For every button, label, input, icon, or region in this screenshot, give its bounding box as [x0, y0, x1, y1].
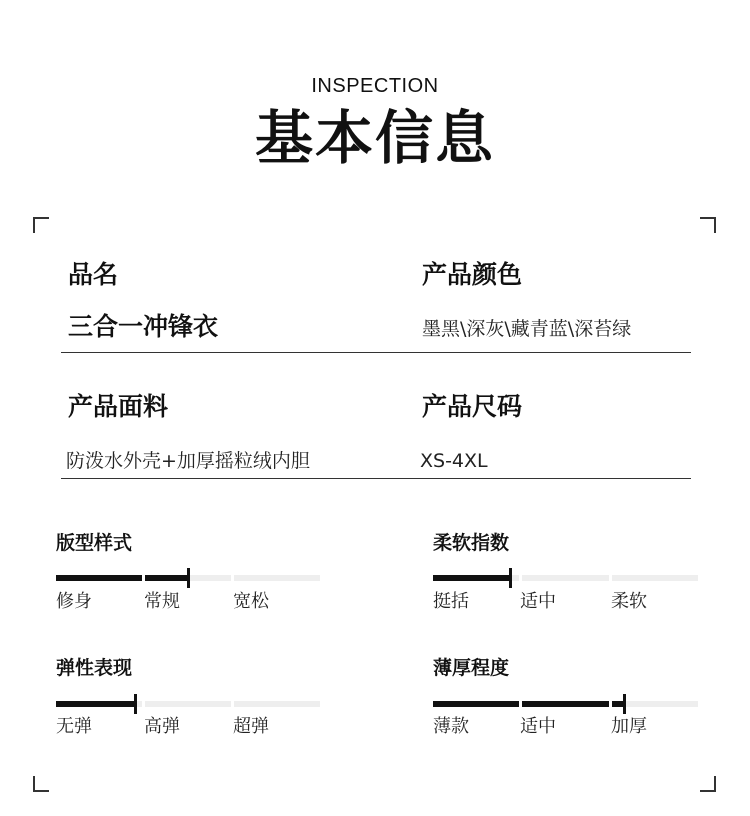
section-title: 基本信息 — [254, 104, 495, 172]
scale-segment — [433, 575, 519, 581]
scale-tick-label: 宽松 — [233, 591, 269, 612]
scale-segment — [522, 701, 608, 707]
scale-segment — [433, 701, 519, 707]
size-value: XS-4XL — [420, 450, 488, 472]
scale-marker — [134, 694, 137, 714]
scale-tick-label: 适中 — [520, 591, 556, 612]
scale-tick-label: 适中 — [520, 716, 556, 737]
elasticity-label: 弹性表现 — [56, 657, 133, 679]
scale-tick-label: 薄款 — [433, 716, 469, 737]
corner-top-left — [33, 217, 49, 233]
scale-segment — [522, 575, 608, 581]
scale-marker — [187, 568, 190, 588]
product-name-label: 品名 — [68, 260, 119, 289]
scale-tick-label: 无弹 — [56, 716, 92, 737]
fit-style-scale — [56, 575, 320, 581]
scale-tick-label: 柔软 — [611, 591, 647, 612]
scale-segment — [612, 575, 698, 581]
corner-bottom-left — [33, 776, 49, 792]
softness-scale — [433, 575, 698, 581]
scale-segment — [56, 701, 142, 707]
thickness-scale — [433, 701, 698, 707]
product-color-label: 产品颜色 — [422, 260, 523, 289]
scale-tick-label: 高弹 — [144, 716, 180, 737]
fit-style-label: 版型样式 — [56, 532, 133, 554]
corner-bottom-right — [700, 776, 716, 792]
size-label: 产品尺码 — [422, 392, 523, 421]
divider — [61, 478, 691, 479]
scale-marker — [509, 568, 512, 588]
divider — [61, 352, 691, 353]
corner-top-right — [700, 217, 716, 233]
thickness-label: 薄厚程度 — [433, 657, 510, 679]
scale-tick-label: 常规 — [144, 591, 180, 612]
elasticity-scale — [56, 701, 320, 707]
section-subtitle: INSPECTION — [311, 75, 439, 97]
scale-segment — [56, 575, 142, 581]
product-color-value: 墨黑\深灰\藏青蓝\深苔绿 — [422, 318, 632, 340]
fabric-label: 产品面料 — [68, 392, 169, 421]
scale-segment — [145, 701, 231, 707]
scale-segment — [234, 701, 320, 707]
product-name-value: 三合一冲锋衣 — [68, 312, 219, 341]
scale-tick-label: 超弹 — [233, 716, 269, 737]
softness-label: 柔软指数 — [433, 532, 510, 554]
scale-tick-label: 加厚 — [611, 716, 647, 737]
scale-tick-label: 挺括 — [433, 591, 469, 612]
fabric-value: 防泼水外壳+加厚摇粒绒内胆 — [66, 450, 310, 472]
scale-marker — [623, 694, 626, 714]
scale-segment — [234, 575, 320, 581]
scale-tick-label: 修身 — [56, 591, 92, 612]
